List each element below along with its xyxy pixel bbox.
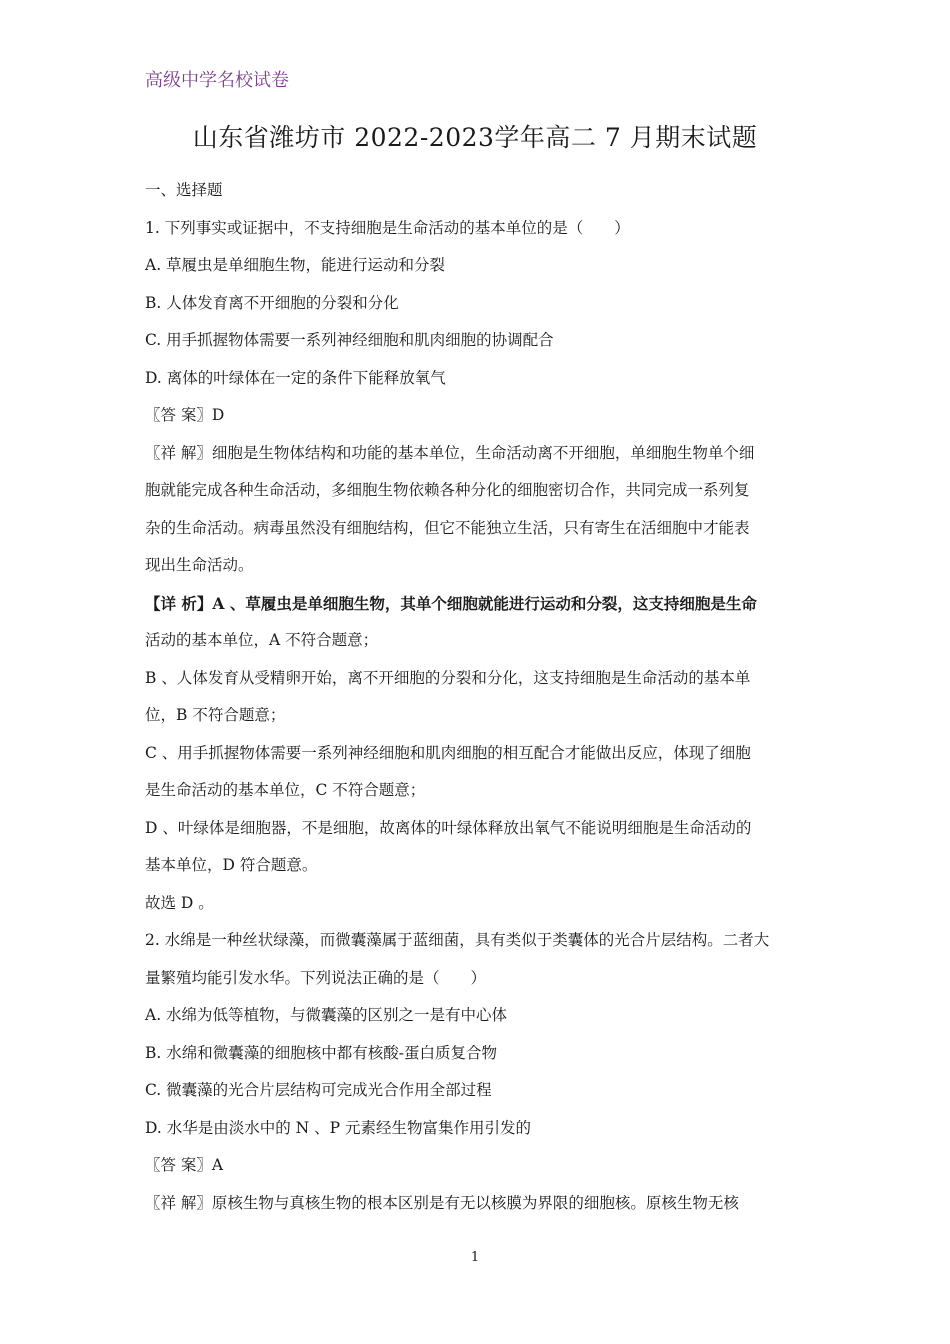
- question-1-analysis-line: 是生命活动的基本单位，C 不符合题意；: [145, 781, 426, 799]
- question-1-analysis-line: 基本单位，D 符合题意。: [145, 856, 318, 874]
- question-2-stem: 2. 水绵是一种丝状绿藻，而微囊藻属于蓝细菌，具有类似于类囊体的光合片层结构。二者大: [145, 931, 770, 949]
- question-1-option-a: A. 草履虫是单细胞生物，能进行运动和分裂: [145, 256, 446, 274]
- page-title: 山东省潍坊市 2022-2023学年高二 7 月期末试题: [192, 123, 758, 152]
- question-1-option-c: C. 用手抓握物体需要一系列神经细胞和肌肉细胞的协调配合: [145, 331, 554, 349]
- question-2-answer: 〖答 案〗A: [145, 1156, 224, 1174]
- question-1-answer: 〖答 案〗D: [145, 406, 225, 424]
- question-1-analysis-line: B 、人体发育从受精卵开始，离不开细胞的分裂和分化，这支持细胞是生命活动的基本单: [145, 668, 751, 687]
- document-body: [145, 172, 815, 1222]
- question-1-analysis-line: 活动的基本单位，A 不符合题意；: [145, 631, 379, 649]
- question-1-option-b: B. 人体发育离不开细胞的分裂和分化: [145, 293, 399, 312]
- question-1-guide-line: 胞就能完成各种生命活动，多细胞生物依赖各种分化的细胞密切合作，共同完成一系列复: [145, 481, 750, 499]
- document-header: 高级中学名校试卷: [145, 70, 289, 91]
- question-2-option-b: B. 水绵和微囊藻的细胞核中都有核酸-蛋白质复合物: [145, 1043, 497, 1062]
- question-1-stem: 1. 下列事实或证据中，不支持细胞是生命活动的基本单位的是（ ）: [145, 218, 630, 237]
- question-1-analysis-line: C 、用手抓握物体需要一系列神经细胞和肌肉细胞的相互配合才能做出反应，体现了细胞: [145, 743, 751, 762]
- question-2-option-a: A. 水绵为低等植物，与微囊藻的区别之一是有中心体: [145, 1006, 508, 1024]
- question-1-option-d: D. 离体的叶绿体在一定的条件下能释放氧气: [145, 368, 446, 387]
- question-2-option-d: D. 水华是由淡水中的 N 、P 元素经生物富集作用引发的: [145, 1118, 532, 1137]
- question-1-guide-line: 杂的生命活动。病毒虽然没有细胞结构，但它不能独立生活，只有寄生在活细胞中才能表: [145, 518, 750, 537]
- question-1-guide-line: 〖祥 解〗细胞是生物体结构和功能的基本单位，生命活动离不开细胞，单细胞生物单个细: [145, 443, 755, 462]
- section-heading: 一、选择题: [145, 181, 223, 199]
- question-1-analysis-line: D 、叶绿体是细胞器，不是细胞，故离体的叶绿体释放出氧气不能说明细胞是生命活动的: [145, 818, 752, 837]
- question-1-guide-line: 现出生命活动。: [145, 556, 254, 574]
- question-1-analysis-line: 位，B 不符合题意；: [145, 706, 286, 724]
- question-1-conclusion: 故选 D 。: [145, 893, 214, 912]
- page-number: 1: [470, 1250, 480, 1265]
- question-1-analysis-line: 【详 析】A 、草履虫是单细胞生物，其单个细胞就能进行运动和分裂，这支持细胞是生命: [145, 593, 757, 613]
- question-2-guide-line: 〖祥 解〗原核生物与真核生物的根本区别是有无以核膜为界限的细胞核。原核生物无核: [145, 1193, 739, 1212]
- question-2-option-c: C. 微囊藻的光合片层结构可完成光合作用全部过程: [145, 1081, 492, 1099]
- question-2-stem: 量繁殖均能引发水华。下列说法正确的是（ ）: [145, 968, 487, 987]
